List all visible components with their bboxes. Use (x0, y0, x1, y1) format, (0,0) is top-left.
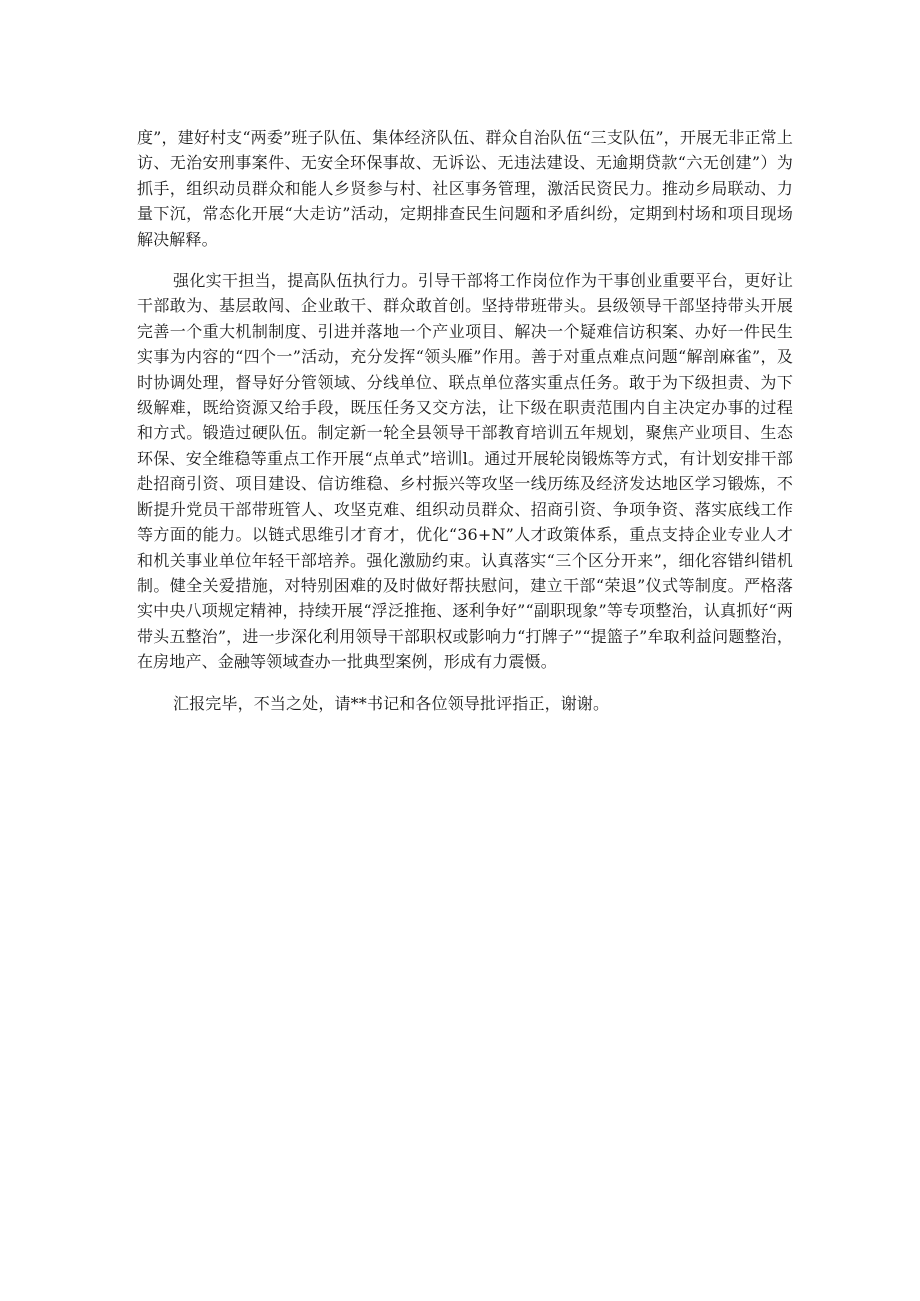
paragraph-team-execution: 强化实干担当，提高队伍执行力。引导干部将工作岗位作为干事创业重要平台，更好让干部敢为、基层敢闯、企业敢干、群众敢首创。坚持带班带头。县级领导干部坚持带头开展完善一个重大机制制度、引进并落地一个产业项目、解决一个疑难信访积案、办好一件民生实事为内容的“四个一”活动，充分发挥“领头雁”作用。善于对重点难点问题“解剖麻雀”，及时协调处理，督导好分管领域、分线单位、联点单位落实重点任务。敢于为下级担责、为下级解难，既给资源又给手段，既压任务又交方法，让下级在职责范围内自主决定办事的过程和方式。锻造过硬队伍。制定新一轮全县领导干部教育培训五年规划，聚焦产业项目、生态环保、安全维稳等重点工作开展“点单式”培训l。通过开展轮岗锻炼等方式，有计划安排干部赴招商引资、项目建设、信访维稳、乡村振兴等攻坚一线历练及经济发达地区学习锻炼，不断提升党员干部带班管人、攻坚克难、组织动员群众、招商引资、争项争资、落实底线工作等方面的能力。以链式思维引才育才，优化“36+N”人才政策体系，重点支持企业专业人才和机关事业单位年轻干部培养。强化激励约束。认真落实“三个区分开来”，细化容错纠错机制。健全关爱措施，对特别困难的及时做好帮扶慰问，建立干部“荣退”仪式等制度。严格落实中央八项规定精神，持续开展“浮泛推拖、逐利争好”“副职现象”等专项整治，认真抓好“两带头五整治”，进一步深化利用领导干部职权或影响力“打牌子”“提篮子”牟取利益问题整治，在房地产、金融等领域查办一批典型案例，形成有力震慑。 (137, 271, 793, 672)
paragraph-continuation: 度”，建好村支“两委”班子队伍、集体经济队伍、群众自治队伍“三支队伍”，开展无非正常上访、无治安刑事案件、无安全环保事故、无诉讼、无违法建设、无逾期贷款“六无创建”）为抓手，组织动员群众和能人乡贤参与村、社区事务管理，激活民资民力。推动乡局联动、力量下沉，常态化开展“大走访”活动，定期排查民生问题和矛盾纠纷，定期到村场和项目现场解决解释。 (137, 128, 793, 249)
document-body (137, 125, 793, 732)
paragraph-closing: 汇报完毕，不当之处，请**书记和各位领导批评指正，谢谢。 (173, 693, 610, 713)
